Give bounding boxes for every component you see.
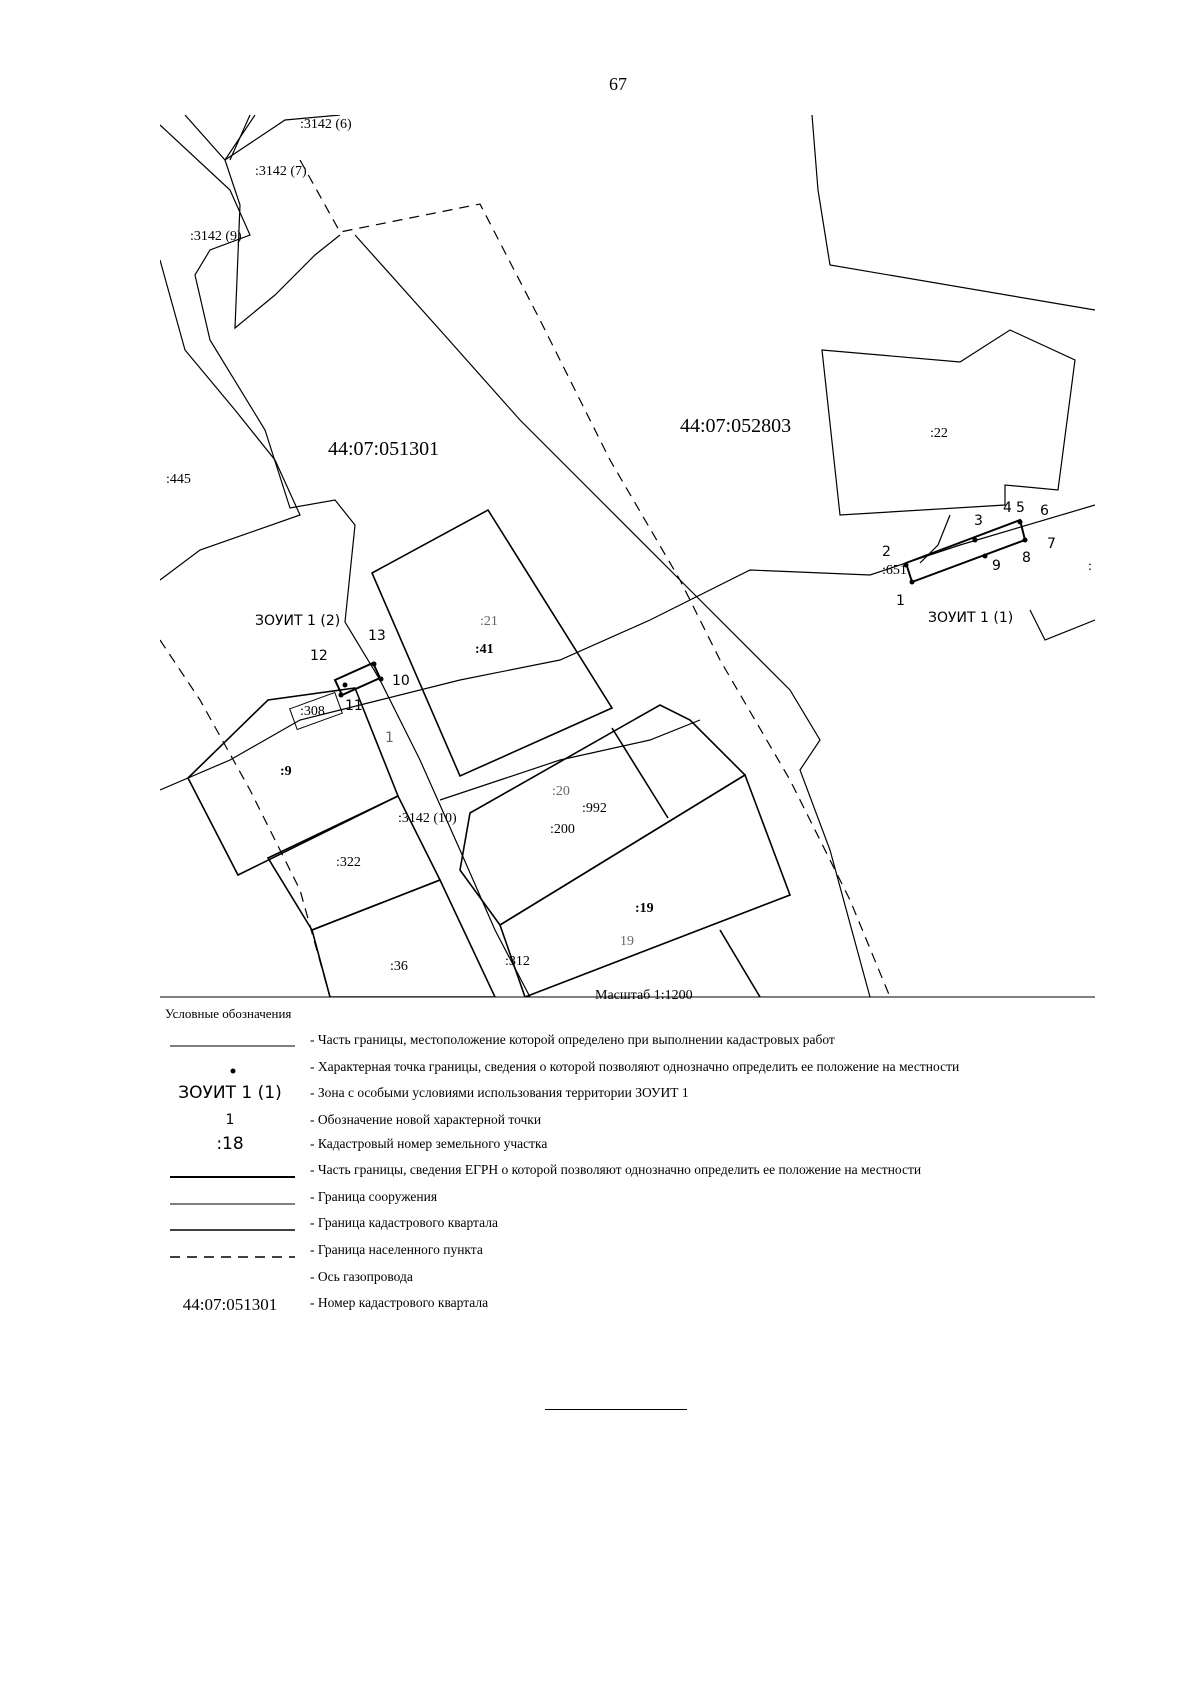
point-number: 12 [310, 648, 328, 664]
boundary-line [160, 260, 300, 580]
point-number: 7 [1047, 536, 1056, 552]
parcel-label: :322 [336, 855, 361, 870]
parcel-label: :308 [300, 704, 325, 719]
legend-item: - Ось газопровода [310, 1269, 413, 1284]
parcel-label: :312 [505, 954, 530, 969]
boundary-line [440, 720, 700, 800]
parcel-19 [500, 775, 790, 997]
legend-item: - Граница населенного пункта [310, 1242, 483, 1257]
legend-item: - Граница кадастрового квартала [310, 1215, 498, 1230]
zone-label: ЗОУИТ 1 (1) [928, 610, 1014, 626]
boundary-line [812, 115, 1095, 310]
legend-title: Условные обозначения [165, 1006, 292, 1021]
parcel-label: 19 [620, 934, 634, 949]
footer-rule [545, 1409, 687, 1410]
parcel-label: :41 [475, 642, 494, 657]
point-number: 9 [992, 558, 1001, 574]
parcel-label: :3142 (6) [300, 117, 352, 132]
point-number: 6 [1040, 503, 1049, 519]
quarter-label: 44:07:052803 [680, 415, 792, 437]
parcel-label: :200 [550, 822, 575, 837]
zone-label: ЗОУИТ 1 (2) [255, 613, 341, 629]
legend-item: ЗОУИТ 1 (1) - Зона с особыми условиями использования территории ЗОУИТ 1 [178, 1083, 689, 1103]
parcel-label: :3142 (7) [255, 164, 307, 179]
point-number: 1 [385, 730, 394, 746]
legend-item: 1 - Обозначение новой характерной точки [225, 1112, 542, 1128]
legend-item: - Часть границы, сведения ЕГРН о которой позволяют однозначно определить ее положение на местности [310, 1162, 922, 1177]
boundary-line [612, 728, 668, 818]
settlement-boundary [300, 160, 890, 997]
quarter-label: 44:07:051301 [328, 438, 440, 460]
legend-item: - Часть границы, местоположение которой определено при выполнении кадастровых работ [310, 1032, 835, 1047]
point-number: 4 [1003, 500, 1012, 516]
parcel-label: :992 [582, 801, 607, 816]
point-number: 5 [1016, 500, 1025, 516]
point-number: 1 [896, 593, 905, 609]
parcel-22 [822, 330, 1075, 515]
parcel-label: :36 [390, 959, 408, 974]
point-number: 13 [368, 628, 386, 644]
boundary-line [230, 115, 250, 160]
legend-item: - Граница сооружения [310, 1189, 438, 1204]
boundary-line [1030, 610, 1095, 640]
boundary-line [225, 160, 340, 328]
map-scale: Масштаб 1:1200 [595, 988, 693, 1003]
parcel-label: :22 [930, 426, 948, 441]
boundary-line [720, 930, 760, 997]
parcel-label: :9 [280, 764, 292, 779]
parcel-label: :651 [882, 563, 907, 578]
parcel-label: : [1088, 559, 1092, 574]
gas-pipeline-axis [160, 505, 1095, 790]
zouit-1-1 [906, 520, 1025, 582]
legend-item: 44:07:051301 - Номер кадастрового квартала [182, 1295, 489, 1314]
parcel-label: :3142 (9) [190, 229, 242, 244]
boundary-line [185, 115, 255, 160]
page-number: 67 [609, 74, 627, 94]
parcel-label: :445 [166, 472, 191, 487]
parcel-label: :20 [552, 784, 570, 799]
settlement-boundary [160, 640, 330, 997]
legend-item: :18 - Кадастровый номер земельного участка [216, 1134, 548, 1154]
point-number: 2 [882, 544, 891, 560]
point-number: 8 [1022, 550, 1031, 566]
parcel-36 [312, 880, 495, 997]
point-number: 10 [392, 673, 410, 689]
legend-item: - Характерная точка границы, сведения о которой позволяют однозначно определить ее положение на местности [165, 1057, 1165, 1081]
parcel-label: :3142 (10) [398, 811, 457, 826]
parcel-label: :19 [635, 901, 654, 916]
boundary-points [339, 520, 1028, 698]
point-number: 3 [974, 513, 983, 529]
parcel-label: :21 [480, 614, 498, 629]
point-number: 11 [345, 698, 363, 714]
